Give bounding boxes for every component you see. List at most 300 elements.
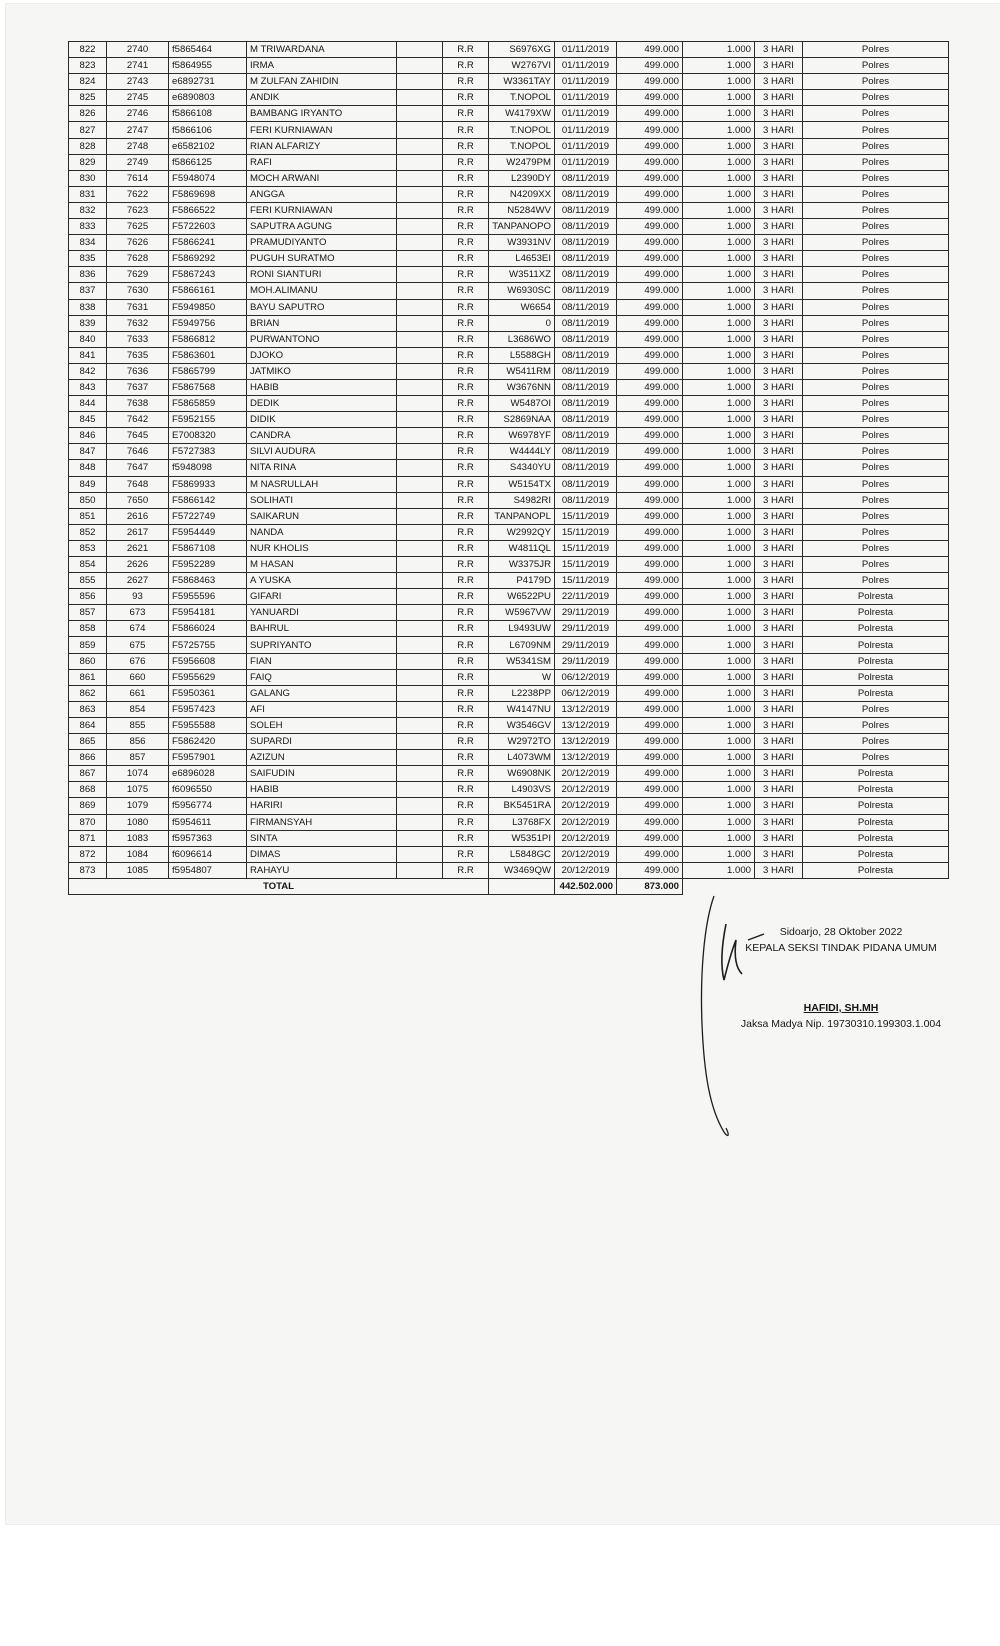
cell-fee: 1.000 bbox=[683, 315, 755, 331]
cell-fee: 1.000 bbox=[683, 90, 755, 106]
cell-reg: 7632 bbox=[107, 315, 169, 331]
cell-unit: Polresta bbox=[803, 814, 949, 830]
signature-nip: Jaksa Madya Nip. 19730310.199303.1.004 bbox=[740, 1018, 942, 1030]
cell-unit: Polres bbox=[803, 122, 949, 138]
table-row bbox=[69, 90, 949, 106]
cell-blank bbox=[397, 814, 443, 830]
cell-name: JATMIKO bbox=[247, 363, 397, 379]
table-row bbox=[69, 830, 949, 846]
cell-date: 01/11/2019 bbox=[555, 74, 617, 90]
cell-type: R.R bbox=[443, 637, 489, 653]
cell-date: 13/12/2019 bbox=[555, 701, 617, 717]
cell-no: 842 bbox=[69, 363, 107, 379]
cell-name: SOLEH bbox=[247, 717, 397, 733]
cell-blank bbox=[397, 573, 443, 589]
cell-plate: W3469QW bbox=[489, 862, 555, 878]
cell-blank bbox=[397, 669, 443, 685]
cell-name: FERI KURNIAWAN bbox=[247, 202, 397, 218]
cell-unit: Polresta bbox=[803, 782, 949, 798]
cell-blank bbox=[397, 235, 443, 251]
cell-reg: 2745 bbox=[107, 90, 169, 106]
cell-date: 20/12/2019 bbox=[555, 814, 617, 830]
cell-name: SAIFUDIN bbox=[247, 766, 397, 782]
cell-unit: Polresta bbox=[803, 621, 949, 637]
cell-blank bbox=[397, 347, 443, 363]
cell-date: 20/12/2019 bbox=[555, 798, 617, 814]
table-row bbox=[69, 846, 949, 862]
cell-no: 864 bbox=[69, 717, 107, 733]
cell-unit: Polres bbox=[803, 106, 949, 122]
table-row bbox=[69, 170, 949, 186]
cell-type: R.R bbox=[443, 460, 489, 476]
cell-fee: 1.000 bbox=[683, 701, 755, 717]
cell-date: 08/11/2019 bbox=[555, 396, 617, 412]
total-label: TOTAL bbox=[69, 878, 489, 894]
cell-ticket: F5952155 bbox=[169, 412, 247, 428]
total-row bbox=[69, 878, 949, 894]
cell-no: 862 bbox=[69, 685, 107, 701]
cell-duration: 3 HARI bbox=[755, 717, 803, 733]
cell-fine: 499.000 bbox=[617, 379, 683, 395]
cell-duration: 3 HARI bbox=[755, 798, 803, 814]
ledger-table bbox=[68, 41, 949, 895]
cell-reg: 661 bbox=[107, 685, 169, 701]
cell-unit: Polres bbox=[803, 460, 949, 476]
cell-unit: Polres bbox=[803, 154, 949, 170]
cell-type: R.R bbox=[443, 379, 489, 395]
cell-reg: 7648 bbox=[107, 476, 169, 492]
cell-name: PRAMUDIYANTO bbox=[247, 235, 397, 251]
cell-no: 858 bbox=[69, 621, 107, 637]
cell-unit: Polresta bbox=[803, 589, 949, 605]
cell-reg: 2616 bbox=[107, 508, 169, 524]
cell-ticket: F5869933 bbox=[169, 476, 247, 492]
cell-plate: L6709NM bbox=[489, 637, 555, 653]
cell-plate: W4444LY bbox=[489, 444, 555, 460]
cell-fine: 499.000 bbox=[617, 74, 683, 90]
cell-type: R.R bbox=[443, 428, 489, 444]
cell-reg: 660 bbox=[107, 669, 169, 685]
cell-no: 873 bbox=[69, 862, 107, 878]
cell-date: 08/11/2019 bbox=[555, 347, 617, 363]
cell-date: 08/11/2019 bbox=[555, 331, 617, 347]
cell-type: R.R bbox=[443, 862, 489, 878]
cell-ticket: F5955629 bbox=[169, 669, 247, 685]
cell-no: 869 bbox=[69, 798, 107, 814]
cell-fine: 499.000 bbox=[617, 186, 683, 202]
table-row bbox=[69, 476, 949, 492]
table-row bbox=[69, 219, 949, 235]
cell-fee: 1.000 bbox=[683, 58, 755, 74]
cell-blank bbox=[397, 379, 443, 395]
cell-date: 29/11/2019 bbox=[555, 653, 617, 669]
cell-fee: 1.000 bbox=[683, 74, 755, 90]
cell-duration: 3 HARI bbox=[755, 315, 803, 331]
table-row bbox=[69, 138, 949, 154]
cell-duration: 3 HARI bbox=[755, 428, 803, 444]
cell-fee: 1.000 bbox=[683, 460, 755, 476]
cell-unit: Polres bbox=[803, 412, 949, 428]
cell-name: DEDIK bbox=[247, 396, 397, 412]
total-count: 873.000 bbox=[617, 878, 683, 894]
cell-reg: 7645 bbox=[107, 428, 169, 444]
cell-plate: BK5451RA bbox=[489, 798, 555, 814]
cell-fee: 1.000 bbox=[683, 814, 755, 830]
cell-no: 828 bbox=[69, 138, 107, 154]
cell-blank bbox=[397, 58, 443, 74]
cell-reg: 7622 bbox=[107, 186, 169, 202]
cell-no: 870 bbox=[69, 814, 107, 830]
cell-duration: 3 HARI bbox=[755, 154, 803, 170]
cell-name: NUR KHOLIS bbox=[247, 540, 397, 556]
cell-ticket: F5954181 bbox=[169, 605, 247, 621]
cell-fee: 1.000 bbox=[683, 637, 755, 653]
table-row bbox=[69, 637, 949, 653]
cell-duration: 3 HARI bbox=[755, 637, 803, 653]
cell-ticket: f5956774 bbox=[169, 798, 247, 814]
cell-plate: L4073WM bbox=[489, 750, 555, 766]
cell-duration: 3 HARI bbox=[755, 267, 803, 283]
cell-unit: Polresta bbox=[803, 637, 949, 653]
cell-type: R.R bbox=[443, 830, 489, 846]
table-row bbox=[69, 106, 949, 122]
cell-plate: TANPANOPL bbox=[489, 508, 555, 524]
cell-date: 08/11/2019 bbox=[555, 379, 617, 395]
cell-unit: Polresta bbox=[803, 669, 949, 685]
cell-duration: 3 HARI bbox=[755, 396, 803, 412]
cell-plate: W4811QL bbox=[489, 540, 555, 556]
cell-ticket: F5954449 bbox=[169, 524, 247, 540]
cell-reg: 2748 bbox=[107, 138, 169, 154]
cell-ticket: f5864955 bbox=[169, 58, 247, 74]
cell-blank bbox=[397, 267, 443, 283]
cell-type: R.R bbox=[443, 219, 489, 235]
cell-date: 08/11/2019 bbox=[555, 186, 617, 202]
cell-blank bbox=[397, 251, 443, 267]
cell-ticket: F5865799 bbox=[169, 363, 247, 379]
cell-blank bbox=[397, 701, 443, 717]
cell-unit: Polres bbox=[803, 701, 949, 717]
cell-reg: 7625 bbox=[107, 219, 169, 235]
cell-no: 868 bbox=[69, 782, 107, 798]
cell-fee: 1.000 bbox=[683, 186, 755, 202]
cell-name: M TRIWARDANA bbox=[247, 42, 397, 58]
table-row bbox=[69, 605, 949, 621]
cell-ticket: F5866522 bbox=[169, 202, 247, 218]
table-row bbox=[69, 251, 949, 267]
cell-type: R.R bbox=[443, 331, 489, 347]
cell-no: 822 bbox=[69, 42, 107, 58]
cell-duration: 3 HARI bbox=[755, 251, 803, 267]
cell-plate: P4179D bbox=[489, 573, 555, 589]
cell-duration: 3 HARI bbox=[755, 540, 803, 556]
signature-name: HAFIDI, SH.MH bbox=[803, 1002, 879, 1014]
cell-date: 06/12/2019 bbox=[555, 669, 617, 685]
cell-type: R.R bbox=[443, 122, 489, 138]
cell-ticket: F5722749 bbox=[169, 508, 247, 524]
cell-ticket: F5867108 bbox=[169, 540, 247, 556]
cell-reg: 675 bbox=[107, 637, 169, 653]
cell-fine: 499.000 bbox=[617, 58, 683, 74]
cell-ticket: F5948074 bbox=[169, 170, 247, 186]
cell-reg: 1074 bbox=[107, 766, 169, 782]
cell-plate: TANPANOPO bbox=[489, 219, 555, 235]
cell-plate: W5154TX bbox=[489, 476, 555, 492]
cell-blank bbox=[397, 138, 443, 154]
cell-ticket: F5866241 bbox=[169, 235, 247, 251]
cell-fine: 499.000 bbox=[617, 701, 683, 717]
cell-blank bbox=[397, 862, 443, 878]
cell-date: 01/11/2019 bbox=[555, 42, 617, 58]
cell-unit: Polres bbox=[803, 299, 949, 315]
cell-fine: 499.000 bbox=[617, 235, 683, 251]
cell-plate: W5341SM bbox=[489, 653, 555, 669]
cell-fine: 499.000 bbox=[617, 42, 683, 58]
cell-ticket: e6582102 bbox=[169, 138, 247, 154]
cell-duration: 3 HARI bbox=[755, 90, 803, 106]
cell-fine: 499.000 bbox=[617, 428, 683, 444]
cell-no: 844 bbox=[69, 396, 107, 412]
cell-type: R.R bbox=[443, 750, 489, 766]
cell-fine: 499.000 bbox=[617, 605, 683, 621]
cell-ticket: F5863601 bbox=[169, 347, 247, 363]
cell-duration: 3 HARI bbox=[755, 219, 803, 235]
cell-duration: 3 HARI bbox=[755, 347, 803, 363]
cell-fee: 1.000 bbox=[683, 492, 755, 508]
cell-ticket: E7008320 bbox=[169, 428, 247, 444]
cell-unit: Polres bbox=[803, 428, 949, 444]
table-row bbox=[69, 685, 949, 701]
cell-ticket: F5952289 bbox=[169, 557, 247, 573]
cell-fee: 1.000 bbox=[683, 653, 755, 669]
cell-date: 15/11/2019 bbox=[555, 540, 617, 556]
cell-blank bbox=[397, 540, 443, 556]
cell-plate: W5967VW bbox=[489, 605, 555, 621]
cell-duration: 3 HARI bbox=[755, 621, 803, 637]
cell-duration: 3 HARI bbox=[755, 235, 803, 251]
cell-fee: 1.000 bbox=[683, 782, 755, 798]
cell-type: R.R bbox=[443, 202, 489, 218]
cell-date: 08/11/2019 bbox=[555, 202, 617, 218]
signature-block bbox=[706, 924, 976, 1032]
cell-plate: W2972TO bbox=[489, 734, 555, 750]
cell-unit: Polres bbox=[803, 138, 949, 154]
cell-fee: 1.000 bbox=[683, 331, 755, 347]
cell-no: 827 bbox=[69, 122, 107, 138]
cell-date: 08/11/2019 bbox=[555, 460, 617, 476]
cell-duration: 3 HARI bbox=[755, 557, 803, 573]
cell-date: 20/12/2019 bbox=[555, 830, 617, 846]
cell-unit: Polres bbox=[803, 396, 949, 412]
cell-ticket: F5957901 bbox=[169, 750, 247, 766]
cell-date: 08/11/2019 bbox=[555, 299, 617, 315]
cell-plate: W6654 bbox=[489, 299, 555, 315]
cell-date: 08/11/2019 bbox=[555, 412, 617, 428]
cell-duration: 3 HARI bbox=[755, 782, 803, 798]
cell-unit: Polresta bbox=[803, 846, 949, 862]
cell-reg: 854 bbox=[107, 701, 169, 717]
cell-ticket: F5955588 bbox=[169, 717, 247, 733]
cell-no: 856 bbox=[69, 589, 107, 605]
cell-no: 863 bbox=[69, 701, 107, 717]
cell-type: R.R bbox=[443, 589, 489, 605]
cell-duration: 3 HARI bbox=[755, 58, 803, 74]
cell-plate: W6930SC bbox=[489, 283, 555, 299]
cell-fine: 499.000 bbox=[617, 589, 683, 605]
cell-fine: 499.000 bbox=[617, 798, 683, 814]
cell-no: 852 bbox=[69, 524, 107, 540]
cell-unit: Polres bbox=[803, 235, 949, 251]
signature-position: KEPALA SEKSI TINDAK PIDANA UMUM bbox=[745, 942, 937, 954]
cell-plate: W3375JR bbox=[489, 557, 555, 573]
ledger-body bbox=[69, 42, 949, 895]
cell-name: M NASRULLAH bbox=[247, 476, 397, 492]
cell-blank bbox=[397, 363, 443, 379]
cell-name: NANDA bbox=[247, 524, 397, 540]
cell-unit: Polresta bbox=[803, 605, 949, 621]
table-row bbox=[69, 460, 949, 476]
cell-no: 853 bbox=[69, 540, 107, 556]
table-row bbox=[69, 235, 949, 251]
cell-fine: 499.000 bbox=[617, 669, 683, 685]
cell-blank bbox=[397, 460, 443, 476]
cell-no: 824 bbox=[69, 74, 107, 90]
cell-unit: Polres bbox=[803, 90, 949, 106]
cell-type: R.R bbox=[443, 283, 489, 299]
cell-name: PUGUH SURATMO bbox=[247, 251, 397, 267]
cell-name: BAYU SAPUTRO bbox=[247, 299, 397, 315]
cell-reg: 7636 bbox=[107, 363, 169, 379]
total-blank bbox=[489, 878, 555, 894]
cell-plate: W6978YF bbox=[489, 428, 555, 444]
cell-unit: Polres bbox=[803, 379, 949, 395]
cell-blank bbox=[397, 685, 443, 701]
cell-name: SILVI AUDURA bbox=[247, 444, 397, 460]
cell-duration: 3 HARI bbox=[755, 460, 803, 476]
cell-type: R.R bbox=[443, 717, 489, 733]
cell-unit: Polres bbox=[803, 734, 949, 750]
cell-date: 20/12/2019 bbox=[555, 862, 617, 878]
cell-blank bbox=[397, 734, 443, 750]
table-row bbox=[69, 396, 949, 412]
cell-reg: 7629 bbox=[107, 267, 169, 283]
cell-plate: L5848GC bbox=[489, 846, 555, 862]
cell-duration: 3 HARI bbox=[755, 363, 803, 379]
cell-no: 834 bbox=[69, 235, 107, 251]
cell-blank bbox=[397, 621, 443, 637]
cell-duration: 3 HARI bbox=[755, 170, 803, 186]
cell-type: R.R bbox=[443, 573, 489, 589]
cell-fee: 1.000 bbox=[683, 347, 755, 363]
cell-name: HABIB bbox=[247, 379, 397, 395]
cell-unit: Polres bbox=[803, 476, 949, 492]
cell-blank bbox=[397, 299, 443, 315]
cell-plate: S4982RI bbox=[489, 492, 555, 508]
cell-reg: 7631 bbox=[107, 299, 169, 315]
cell-type: R.R bbox=[443, 396, 489, 412]
cell-unit: Polresta bbox=[803, 653, 949, 669]
table-row bbox=[69, 814, 949, 830]
cell-unit: Polres bbox=[803, 283, 949, 299]
cell-plate: L5588GH bbox=[489, 347, 555, 363]
cell-duration: 3 HARI bbox=[755, 74, 803, 90]
cell-fee: 1.000 bbox=[683, 138, 755, 154]
table-row bbox=[69, 283, 949, 299]
cell-type: R.R bbox=[443, 444, 489, 460]
cell-unit: Polres bbox=[803, 717, 949, 733]
cell-ticket: f5866106 bbox=[169, 122, 247, 138]
cell-duration: 3 HARI bbox=[755, 605, 803, 621]
cell-type: R.R bbox=[443, 412, 489, 428]
cell-unit: Polres bbox=[803, 557, 949, 573]
cell-fee: 1.000 bbox=[683, 122, 755, 138]
cell-no: 843 bbox=[69, 379, 107, 395]
cell-duration: 3 HARI bbox=[755, 42, 803, 58]
cell-name: AZIZUN bbox=[247, 750, 397, 766]
cell-fee: 1.000 bbox=[683, 605, 755, 621]
cell-ticket: F5949756 bbox=[169, 315, 247, 331]
cell-no: 860 bbox=[69, 653, 107, 669]
table-row bbox=[69, 363, 949, 379]
cell-type: R.R bbox=[443, 347, 489, 363]
cell-plate: W3676NN bbox=[489, 379, 555, 395]
cell-date: 08/11/2019 bbox=[555, 267, 617, 283]
cell-no: 849 bbox=[69, 476, 107, 492]
cell-fee: 1.000 bbox=[683, 283, 755, 299]
cell-reg: 7626 bbox=[107, 235, 169, 251]
cell-name: DJOKO bbox=[247, 347, 397, 363]
cell-type: R.R bbox=[443, 685, 489, 701]
cell-type: R.R bbox=[443, 170, 489, 186]
cell-reg: 7628 bbox=[107, 251, 169, 267]
cell-ticket: F5950361 bbox=[169, 685, 247, 701]
cell-plate: L9493UW bbox=[489, 621, 555, 637]
cell-date: 08/11/2019 bbox=[555, 170, 617, 186]
cell-fine: 499.000 bbox=[617, 573, 683, 589]
cell-fine: 499.000 bbox=[617, 557, 683, 573]
cell-fee: 1.000 bbox=[683, 42, 755, 58]
cell-reg: 7647 bbox=[107, 460, 169, 476]
table-row bbox=[69, 492, 949, 508]
cell-duration: 3 HARI bbox=[755, 814, 803, 830]
cell-blank bbox=[397, 170, 443, 186]
cell-type: R.R bbox=[443, 267, 489, 283]
cell-type: R.R bbox=[443, 621, 489, 637]
cell-fine: 499.000 bbox=[617, 492, 683, 508]
cell-name: SUPARDI bbox=[247, 734, 397, 750]
cell-no: 859 bbox=[69, 637, 107, 653]
cell-blank bbox=[397, 412, 443, 428]
cell-reg: 7637 bbox=[107, 379, 169, 395]
cell-fine: 499.000 bbox=[617, 267, 683, 283]
table-row bbox=[69, 653, 949, 669]
cell-date: 01/11/2019 bbox=[555, 122, 617, 138]
cell-fee: 1.000 bbox=[683, 798, 755, 814]
cell-ticket: F5722603 bbox=[169, 219, 247, 235]
cell-fine: 499.000 bbox=[617, 508, 683, 524]
cell-reg: 7623 bbox=[107, 202, 169, 218]
cell-duration: 3 HARI bbox=[755, 524, 803, 540]
cell-blank bbox=[397, 186, 443, 202]
table-row bbox=[69, 573, 949, 589]
table-row bbox=[69, 766, 949, 782]
cell-type: R.R bbox=[443, 315, 489, 331]
cell-reg: 2617 bbox=[107, 524, 169, 540]
cell-duration: 3 HARI bbox=[755, 106, 803, 122]
cell-ticket: f6096550 bbox=[169, 782, 247, 798]
cell-reg: 2743 bbox=[107, 74, 169, 90]
cell-no: 865 bbox=[69, 734, 107, 750]
